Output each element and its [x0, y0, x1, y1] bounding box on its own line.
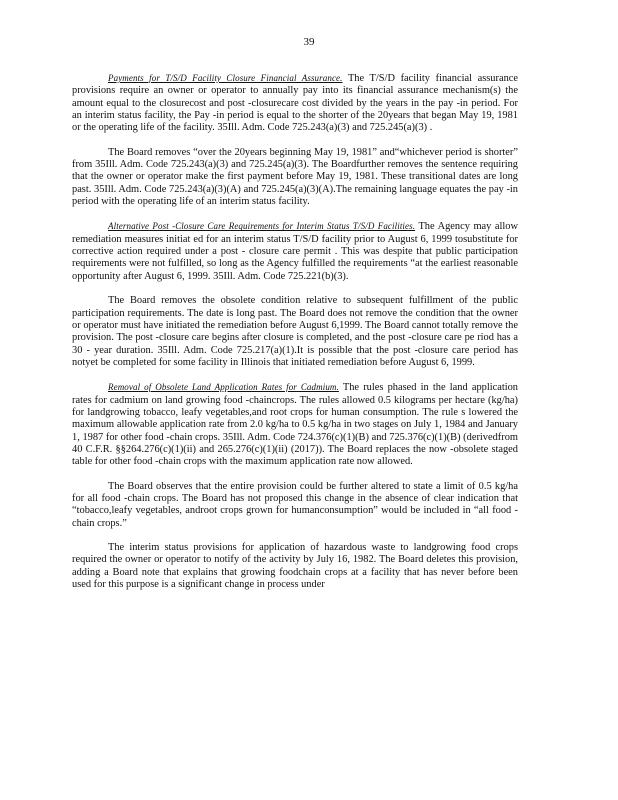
paragraph-text: The Board removes the obsolete condition relative to subsequent fulfillment of the public participation requirements. The date is long past. The Board does not remove the condition that the owner or operator must have initiated the remediation before August 6,1999. The Board cannot totally remove the provision. The post -closure care begins after closure is completed, and the post -closure care pe riod has a 30 - year duration. 35Ill. Adm. Code 725.217(a)(1).It is possible that the post -closure care period has notyet be completed for some facility in Illinois that initiated remediation before August 6, 1999. — [72, 295, 518, 368]
paragraph-text: The Board removes “over the 20years beginning May 19, 1981” and“whichever period is shorter” from 35Ill. Adm. Code 725.243(a)(3) and 725.245(a)(3). The Boardfurther removes the sentence requiring that the owner or operator make the first payment before May 19, 1981. These transitional dates are long past. 35Ill. Adm. Code 725.243(a)(3)(A) and 725.245(a)(3)(A).The remaining language equates the pay -in period with the operating life of an interim status facility. — [72, 146, 518, 208]
page-body — [72, 72, 518, 603]
page-number: 39 — [303, 36, 315, 48]
paragraph-text: The Agency may allow remediation measures initiat ed for an interim status T/S/D facility prior to August 6, 1999 tosubstitute for corrective action required under a post - closure care permit . This was despite that public participation requirements were not fulfilled, so long as the Agency fulfilled the requirements “at the earliest reasonable opportunity after August 6, 1999. 35Ill. Adm. Code 725.221(b)(3). — [72, 221, 518, 282]
paragraph-interim-status — [72, 542, 518, 591]
paragraph-payments — [72, 72, 518, 135]
paragraph-board-removes-dates — [72, 147, 518, 209]
section-heading-payments: Payments for T/S/D Facility Closure Financial Assurance. — [108, 73, 343, 83]
paragraph-board-observes — [72, 481, 518, 530]
section-heading-alternative-post-closure: Alternative Post -Closure Care Requirements for Interim Status T/S/D Facilities. — [108, 221, 416, 232]
paragraph-cadmium — [72, 381, 518, 468]
paragraph-text: The rules phased in the land application rates for cadmium on land growing food -chaincrops. The rules allowed 0.5 kilograms per hectare (kg/ha) for landgrowing tobacco, leafy vegetables,and root crops for human consumption. The rule s lowered the maximum allowable application rate from 2.0 kg/ha to 0.5 kg/ha in two stages on July 1, 1984 and January 1, 1987 for other food -chain crops. 35Ill. Adm. Code 724.376(c)(1)(B) and 725.376(c)(1)(B) (derivedfrom 40 C.F.R. §§264.276(c)(1)(ii) and 265.276(c)(1)(ii) (2017)). The Board replaces the now -obsolete staged table for other food -chain crops with the maximum application rate now allowed. — [72, 382, 518, 468]
paragraph-text: The Board observes that the entire provision could be further altered to state a limit of 0.5 kg/ha for all food -chain crops. The Board has not proposed this change in the absence of clear indication that “tobacco,leafy vegetables, androot crops grown for humanconsumption” would be included in “all food -chain crops.” — [72, 480, 518, 529]
paragraph-text: The T/S/D facility financial assurance provisions require an owner or operator to annually pay into its financial assurance mechanism(s) the amount equal to the closurecost and post -closurecare cost divided by the years in the pay -in period. For an interim status facility, the Pay -in period is equal to the shorter of the 20years that began May 19, 1981 or the operating life of the facility. 35Ill. Adm. Code 725.243(a)(3) and 725.245(a)(3) . — [72, 73, 518, 134]
section-heading-cadmium: Removal of Obsolete Land Application Rates for Cadmium. — [108, 382, 339, 393]
paragraph-obsolete-condition — [72, 295, 518, 369]
paragraph-alternative-post-closure — [72, 220, 518, 283]
paragraph-text: The interim status provisions for application of hazardous waste to landgrowing food crops required the owner or operator to notify of the activity by July 16, 1982. The Board deletes this provision, adding a Board note that explains that growing foodchain crops at a facility that has never before been used for this purpose is a significant change in process under — [72, 542, 518, 591]
